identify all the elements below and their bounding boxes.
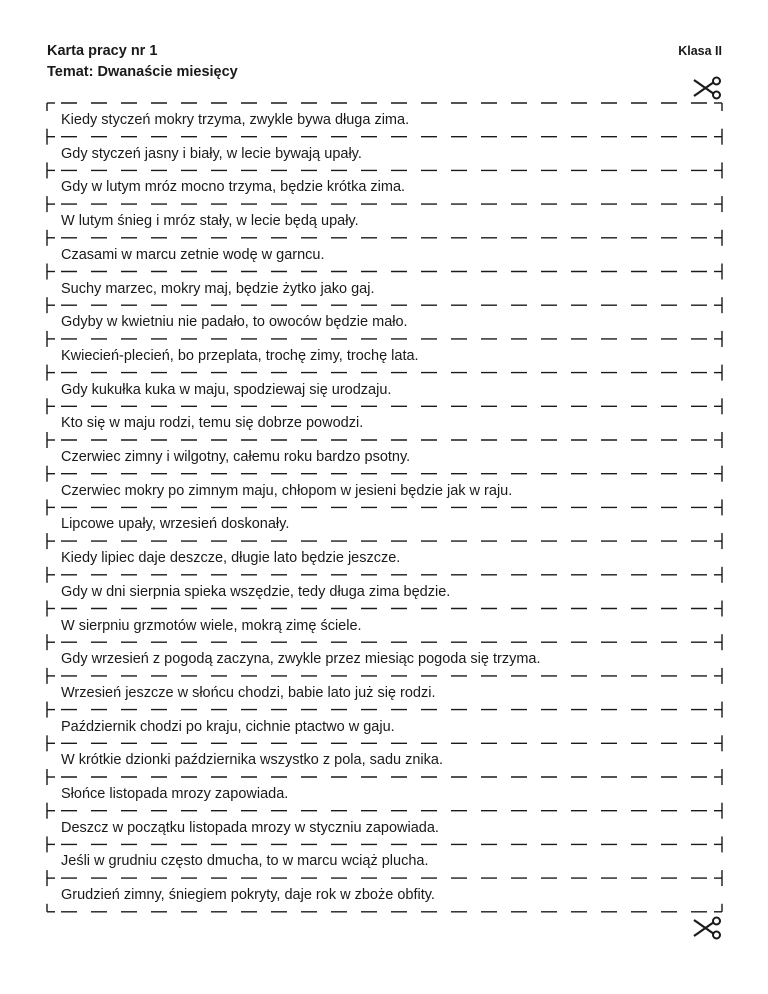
proverb-strip: Gdyby w kwietniu nie padało, to owoców będzie mało. [61,314,408,331]
proverb-strip: W lutym śnieg i mróz stały, w lecie będą upały. [61,213,359,230]
proverb-strip: Październik chodzi po kraju, cichnie ptactwo w gaju. [61,718,395,735]
proverb-strip: Lipcowe upały, wrzesień doskonały. [61,516,290,533]
worksheet-topic: Temat: Dwanaście miesięcy [47,64,238,80]
proverb-strip: Czerwiec mokry po zimnym maju, chłopom w jesieni będzie jak w raju. [61,482,513,499]
proverb-strip: Czerwiec zimny i wilgotny, całemu roku bardzo psotny. [61,449,411,465]
proverb-strip: Kto się w maju rodzi, temu się dobrze powodzi. [61,415,364,432]
proverb-strip: Deszcz w początku listopada mrozy w styczniu zapowiada. [61,819,439,836]
proverb-strip: Kiedy styczeń mokry trzyma, zwykle bywa długa zima. [61,112,410,128]
proverb-strip: Kwiecień-plecień, bo przeplata, trochę zimy, trochę lata. [61,347,419,364]
proverb-strip: Gdy w lutym mróz mocno trzyma, będzie krótka zima. [61,179,406,196]
proverb-strip: W krótkie dzionki października wszystko z pola, sadu znika. [61,752,443,769]
scissors-icon [690,916,722,940]
proverb-strip: Czasami w marcu zetnie wodę w garncu. [61,246,325,263]
proverb-strip: Słońce listopada mrozy zapowiada. [61,786,289,802]
worksheet-title: Karta pracy nr 1 [47,43,158,59]
proverb-strip: Kiedy lipiec daje deszcze, długie lato będzie jeszcze. [61,550,401,567]
proverb-strip: Gdy wrzesień z pogodą zaczyna, zwykle przez miesiąc pogoda się trzyma. [61,651,541,668]
proverb-strip: Jeśli w grudniu często dmucha, to w marcu wciąż plucha. [61,853,429,870]
proverb-strip: Gdy styczeń jasny i biały, w lecie bywają upały. [61,145,362,162]
proverb-strip: Wrzesień jeszcze w słońcu chodzi, babie lato już się rodzi. [61,684,436,701]
proverb-strip: Suchy marzec, mokry maj, będzie żytko jako gaj. [61,280,375,297]
proverb-strip: Grudzień zimny, śniegiem pokryty, daje rok w zboże obfity. [61,887,435,904]
proverb-strip: Gdy kukułka kuka w maju, spodziewaj się urodzaju. [61,381,392,398]
class-label: Klasa II [678,44,722,58]
proverb-strip: W sierpniu grzmotów wiele, mokrą zimę ściele. [61,617,362,634]
proverb-strip: Gdy w dni sierpnia spieka wszędzie, tedy długa zima będzie. [61,583,451,600]
